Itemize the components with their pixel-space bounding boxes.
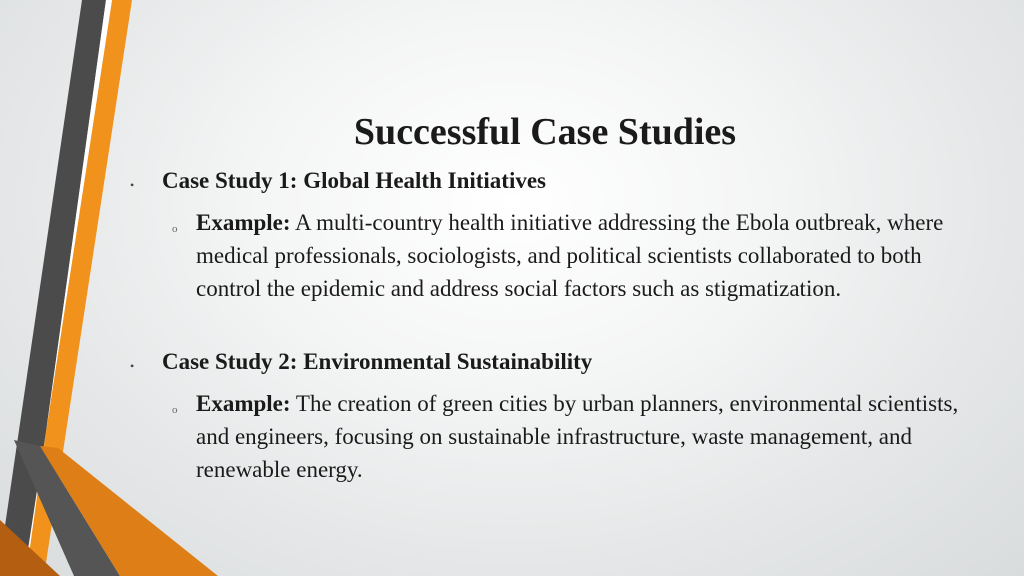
case-study-2-heading: Case Study 2: Environmental Sustainability	[162, 349, 593, 374]
bullet-marker: •	[130, 359, 135, 373]
example-label: Example:	[196, 210, 291, 235]
example-text: The creation of green cities by urban planners, environmental scientists, and engineers, focusing on sustainable infrastructure, waste management, and renewable energy.	[196, 391, 959, 482]
case-study-1-example	[196, 206, 976, 305]
bullet-marker: •	[130, 178, 135, 192]
example-label: Example:	[196, 391, 291, 416]
sub-bullet-marker: o	[172, 223, 178, 235]
slide-title: Successful Case Studies	[353, 111, 737, 153]
example-text: A multi-country health initiative addressing the Ebola outbreak, where medical professionals, sociologists, and political scientists collaborated to both control the epidemic and address social factors such as stigmatization.	[196, 210, 944, 301]
sub-bullet-marker: o	[172, 404, 178, 416]
case-study-2-example	[196, 387, 976, 486]
case-study-1-heading: Case Study 1: Global Health Initiatives	[162, 168, 547, 193]
